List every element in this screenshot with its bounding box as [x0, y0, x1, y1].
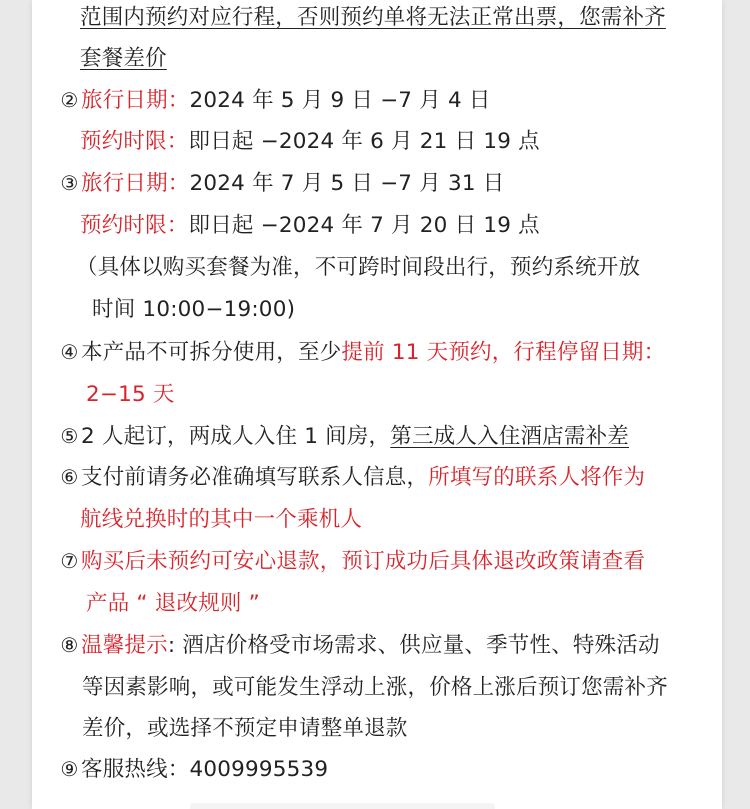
item2-date-label: 旅行日期： [81, 88, 190, 113]
item3-date-value: 2024 年 7 月 5 日 −7 月 31 日 [189, 171, 505, 196]
item7-row [58, 541, 645, 582]
item3-date-row [58, 163, 504, 204]
item9-row [58, 749, 328, 790]
item5-number: ⑤ [60, 424, 79, 448]
schedule-note-line2: 时间 10:00−19:00) [92, 297, 296, 322]
item6-text: 支付前请务必准确填写联系人信息， [81, 465, 429, 490]
item1-cont-line1: 范围内预约对应行程，否则预约单将无法正常出票，您需补齐 [80, 5, 666, 30]
item6-line2: 航线兑换时的其中一个乘机人 [80, 507, 363, 532]
item3-number: ③ [60, 171, 79, 195]
item5-row [58, 416, 629, 457]
hotline-label: 客服热线： [81, 757, 190, 782]
item8-number: ⑧ [60, 633, 79, 657]
bottom-bar [190, 803, 495, 809]
item9-number: ⑨ [60, 757, 79, 781]
item2-limit-row [80, 121, 540, 162]
item3-limit-row [80, 205, 540, 246]
item4-text: 本产品不可拆分使用，至少 [81, 340, 342, 365]
item4-highlight: 提前 11 天预约，行程停留日期： [341, 340, 666, 365]
item2-date-row [58, 80, 491, 121]
item8-line3: 差价，或选择不预定申请整单退款 [82, 716, 408, 741]
item3-date-label: 旅行日期： [81, 171, 190, 196]
item7-refund-rules: 产品 “ 退改规则 ” [86, 591, 260, 616]
item8-text: : 酒店价格受市场需求、供应量、季节性、特殊活动 [167, 633, 660, 658]
item3-limit-label: 预约时限： [80, 213, 189, 238]
item2-limit-value: 即日起 −2024 年 6 月 21 日 19 点 [188, 129, 540, 154]
item2-number: ② [60, 88, 79, 112]
item8-line2: 等因素影响，或可能发生浮动上涨，价格上涨后预订您需补齐 [82, 675, 668, 700]
item7-number: ⑦ [60, 549, 79, 573]
item8-label: 温馨提示 [81, 633, 168, 658]
item2-limit-label: 预约时限： [80, 129, 189, 154]
item8-row [58, 625, 660, 666]
item6-number: ⑥ [60, 465, 79, 489]
notice-card [32, 0, 722, 809]
schedule-note-line1: （具体以购买套餐为准，不可跨时间段出行，预约系统开放 [76, 255, 641, 280]
item1-cont-line2: 套餐差价 [80, 46, 167, 71]
item6-highlight: 所填写的联系人将作为 [428, 465, 646, 490]
item7-highlight: 购买后未预约可安心退款，预订成功后具体退改政策请查看 [81, 549, 646, 574]
item3-limit-value: 即日起 −2024 年 7 月 20 日 19 点 [188, 213, 540, 238]
item2-date-value: 2024 年 5 月 9 日 −7 月 4 日 [189, 88, 491, 113]
item4-row [58, 332, 665, 373]
item4-number: ④ [60, 340, 79, 364]
item5-text: 2 人起订，两成人入住 1 间房， [81, 424, 391, 449]
item6-row [58, 457, 645, 498]
item4-stay-days: 2−15 天 [86, 382, 175, 407]
item5-underlined: 第三成人入住酒店需补差 [390, 424, 629, 449]
hotline-number[interactable]: 4009995539 [189, 757, 329, 782]
